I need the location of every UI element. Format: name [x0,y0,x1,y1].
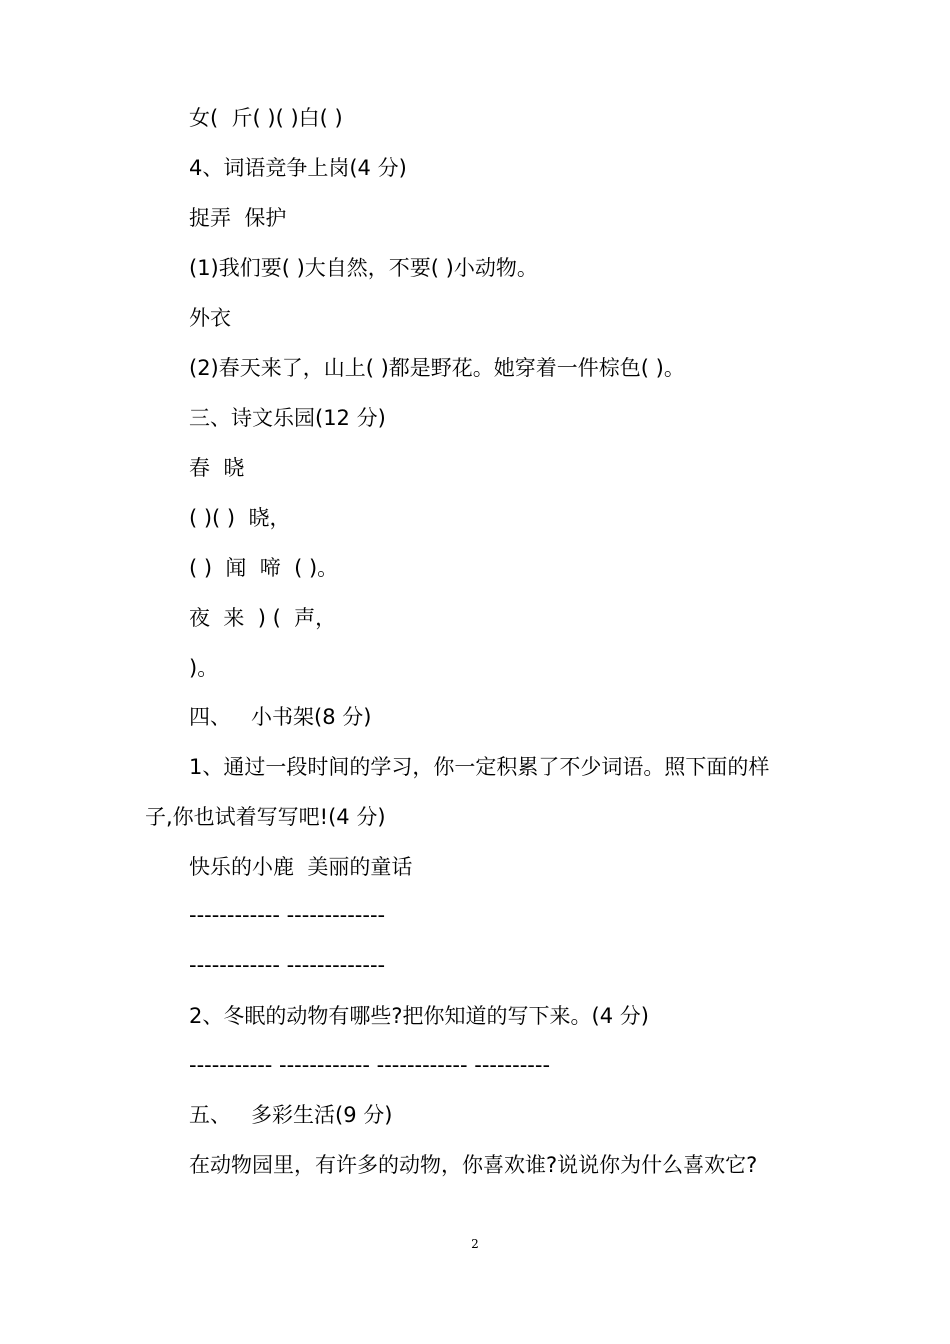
poem-title: 春 晓 [189,456,245,480]
poem-line-3: 夜 来 ) ( 声， [189,606,337,630]
answer-blank-line-2: ------------ ------------- [189,953,386,977]
question-4-item-2: (2)春天来了，山上( )都是野花。她穿着一件棕色( )。 [189,356,685,380]
question-4-heading: 4、词语竞争上岗(4 分) [189,156,407,180]
section-5-prompt: 在动物园里，有许多的动物，你喜欢谁?说说你为什么喜欢它? [189,1153,758,1177]
question-4-item-1: (1)我们要( )大自然，不要( )小动物。 [189,256,538,280]
answer-blank-line-1: ------------ ------------- [189,903,386,927]
section-3-heading: 三、诗文乐园(12 分) [189,406,386,430]
section-5-heading: 五、 多彩生活(9 分) [189,1103,393,1127]
poem-line-1: ( )( ) 晓， [189,506,291,530]
section-4-question-1-continued: 子,你也试着写写吧!(4 分) [145,805,386,829]
section-4-question-2: 2、冬眠的动物有哪些?把你知道的写下来。(4 分) [189,1004,649,1028]
section-4-question-1: 1、通过一段时间的学习，你一定积累了不少词语。照下面的样 [189,755,770,779]
fill-in-characters-line: 女( 斤( )( )白( ) [189,106,343,130]
poem-line-2: ( ) 闻 啼 ( )。 [189,556,339,580]
word-choices-1: 捉弄 保护 [189,206,287,230]
answer-blank-line-3: ----------- ------------ ------------ ---------- [189,1053,551,1077]
word-choices-2: 外衣 [189,306,231,330]
page-number: 2 [471,1237,479,1251]
poem-line-4: )。 [189,656,219,680]
example-phrases: 快乐的小鹿 美丽的童话 [189,855,413,879]
section-4-heading: 四、 小书架(8 分) [189,705,372,729]
